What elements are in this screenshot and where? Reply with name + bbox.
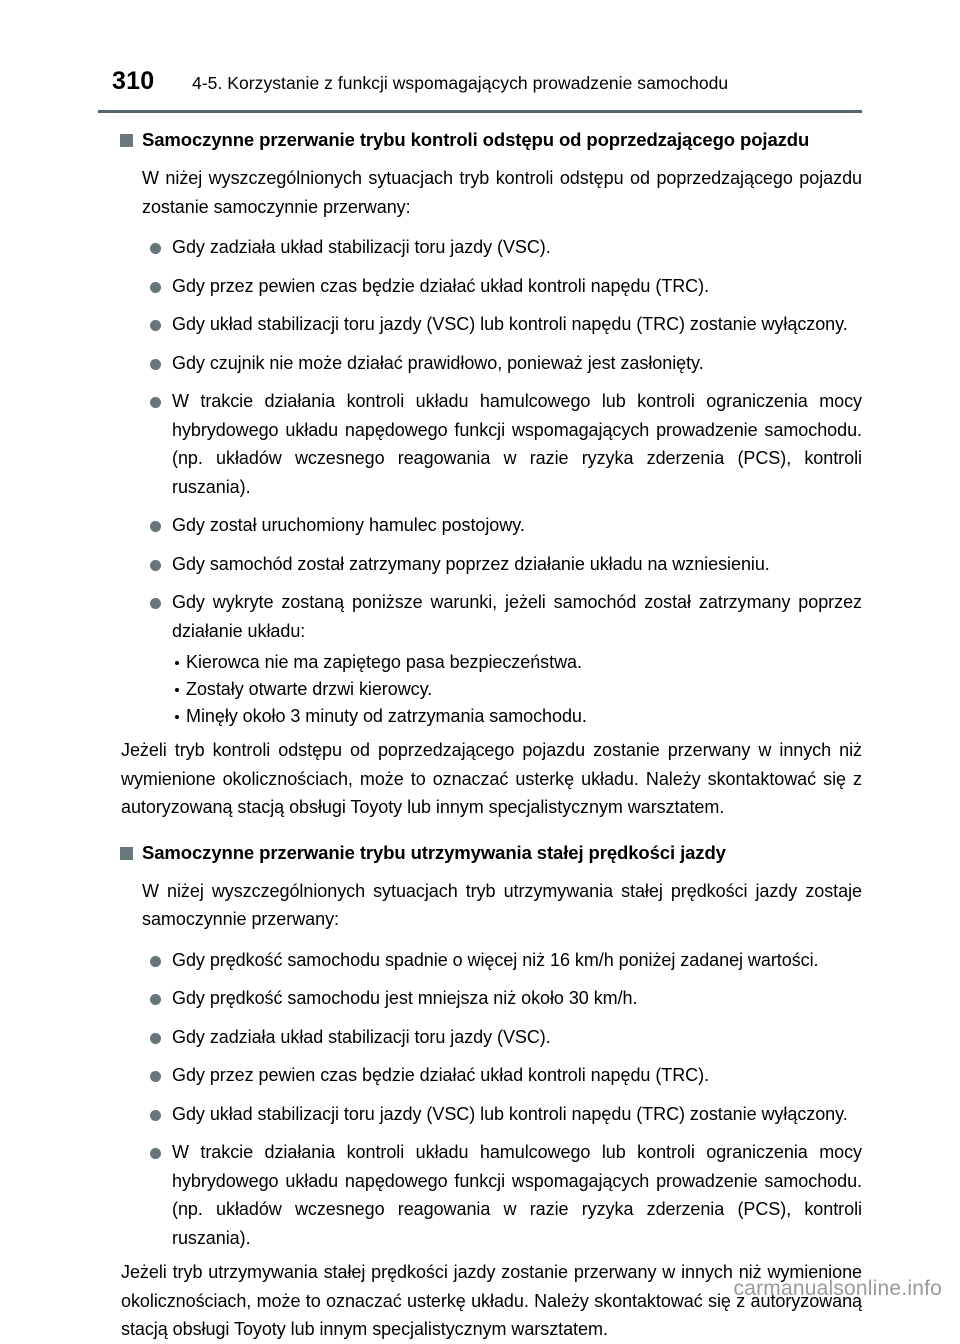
list-item — [0, 1138, 960, 1252]
list-item-text: Gdy przez pewien czas będzie działać układ kontroli napędu (TRC). — [172, 275, 710, 296]
bullet-dot-icon — [150, 598, 161, 609]
site-watermark: carmanualsonline.info — [733, 1277, 942, 1300]
header-divider-rule — [98, 110, 862, 113]
list-item — [0, 1100, 960, 1129]
bullet-dot-icon — [150, 521, 161, 532]
sub-list-item-text: Kierowca nie ma zapiętego pasa bezpieczeństwa. — [186, 652, 582, 672]
sub-list-item — [0, 703, 960, 730]
square-marker-icon — [120, 847, 133, 860]
bullet-dot-icon — [150, 1148, 161, 1159]
section-heading-1 — [0, 125, 960, 154]
list-item — [0, 550, 960, 579]
sub-bullet-dot-icon — [175, 688, 179, 692]
section-1-intro-paragraph: W niżej wyszczególnionych sytuacjach tryb kontroli odstępu od poprzedzającego pojazdu zostanie samoczynnie przerwany: — [142, 168, 862, 217]
page-header — [0, 66, 960, 104]
list-item — [0, 1061, 960, 1090]
list-item-text: Gdy prędkość samochodu jest mniejsza niż około 30 km/h. — [172, 988, 638, 1008]
section-heading-2 — [0, 838, 960, 867]
list-item — [0, 310, 960, 339]
bullet-dot-icon — [150, 282, 161, 293]
bullet-dot-icon — [150, 397, 161, 408]
sub-list-item — [0, 649, 960, 676]
bullet-dot-icon — [150, 243, 161, 254]
section-2-closing-paragraph: Jeżeli tryb utrzymywania stałej prędkości jazdy zostanie przerwany w innych niż wymienione okolicznościach, może to oznaczać usterkę układu. Należy skontaktować się z autoryzowaną stacją obsługi Toyoty lub innym specjalistycznym warsztatem. — [121, 1262, 862, 1339]
bullet-dot-icon — [150, 320, 161, 331]
list-item-text: Gdy został uruchomiony hamulec postojowy. — [172, 515, 525, 535]
list-item — [0, 272, 960, 301]
page-number: 310 — [112, 67, 155, 95]
sub-list-item-text: Minęły około 3 minuty od zatrzymania samochodu. — [186, 706, 587, 726]
section-1-closing-paragraph: Jeżeli tryb kontroli odstępu od poprzedzającego pojazdu zostanie przerwany w innych niż wymienione okolicznościach, może to oznaczać usterkę układu. Należy skontaktować się z autoryzowaną stacją obsługi Toyoty lub innym specjalistycznym warsztatem. — [121, 740, 862, 817]
section-2-intro-paragraph: W niżej wyszczególnionych sytuacjach tryb utrzymywania stałej prędkości jazdy zostaje samoczynnie przerwany: — [142, 880, 862, 929]
bullet-dot-icon — [150, 359, 161, 370]
list-item — [0, 387, 960, 501]
square-marker-icon — [120, 134, 133, 147]
list-item-text: W trakcie działania kontroli układu hamulcowego lub kontroli ograniczenia mocy hybrydowego układu napędowego funkcji wspomagających prowadzenie samochodu. (np. układów wczesnego reagowania w razie ryzyka zderzenia (PCS), kontroli ruszania). — [172, 1142, 862, 1248]
list-item — [0, 511, 960, 540]
sub-bullet-dot-icon — [175, 715, 179, 719]
bullet-dot-icon — [150, 1110, 161, 1121]
list-item-text: Gdy czujnik nie może działać prawidłowo, ponieważ jest zasłonięty. — [172, 352, 704, 373]
list-item-text: W trakcie działania kontroli układu hamulcowego lub kontroli ograniczenia mocy hybrydowego układu napędowego funkcji wspomagających prowadzenie samochodu. (np. układów wczesnego reagowania w razie ryzyka zderzenia (PCS), kontroli ruszania). — [172, 391, 862, 497]
bullet-dot-icon — [150, 1071, 161, 1082]
bullet-dot-icon — [150, 560, 161, 571]
section-1-sub-bullet-list — [0, 649, 960, 730]
list-item-text: Gdy zadziała układ stabilizacji toru jazdy (VSC). — [172, 1026, 551, 1047]
list-item — [0, 349, 960, 378]
sub-bullet-dot-icon — [175, 661, 179, 665]
list-item-text: Gdy zadziała układ stabilizacji toru jazdy (VSC). — [172, 237, 551, 257]
list-item-text: Gdy wykryte zostaną poniższe warunki, jeżeli samochód został zatrzymany poprzez działanie układu: — [172, 592, 862, 641]
bullet-dot-icon — [150, 956, 161, 967]
section-heading-1-text: Samoczynne przerwanie trybu kontroli odstępu od poprzedzającego pojazdu — [142, 129, 810, 150]
list-item — [0, 588, 960, 645]
list-item-text: Gdy przez pewien czas będzie działać układ kontroli napędu (TRC). — [172, 1065, 710, 1085]
sub-list-item — [0, 676, 960, 703]
list-item — [0, 946, 960, 975]
section-1-bullet-list — [0, 233, 960, 645]
list-item-text: Gdy układ stabilizacji toru jazdy (VSC) lub kontroli napędu (TRC) zostanie wyłączony. — [172, 314, 848, 334]
list-item — [0, 233, 960, 262]
list-item — [0, 1023, 960, 1052]
bullet-dot-icon — [150, 1033, 161, 1044]
list-item — [0, 984, 960, 1013]
page-header-title: 4-5. Korzystanie z funkcji wspomagających prowadzenie samochodu — [192, 73, 729, 93]
list-item-text: Gdy samochód został zatrzymany poprzez działanie układu na wzniesieniu. — [172, 553, 770, 574]
section-gap — [0, 822, 960, 838]
section-heading-2-text: Samoczynne przerwanie trybu utrzymywania stałej prędkości jazdy — [142, 841, 726, 863]
sub-list-item-text: Zostały otwarte drzwi kierowcy. — [186, 679, 433, 699]
section-2-bullet-list — [0, 946, 960, 1253]
bullet-dot-icon — [150, 994, 161, 1005]
list-item-text: Gdy układ stabilizacji toru jazdy (VSC) lub kontroli napędu (TRC) zostanie wyłączony. — [172, 1103, 848, 1124]
page-content — [0, 125, 960, 1344]
list-item-text: Gdy prędkość samochodu spadnie o więcej niż 16 km/h poniżej zadanej wartości. — [172, 949, 819, 970]
